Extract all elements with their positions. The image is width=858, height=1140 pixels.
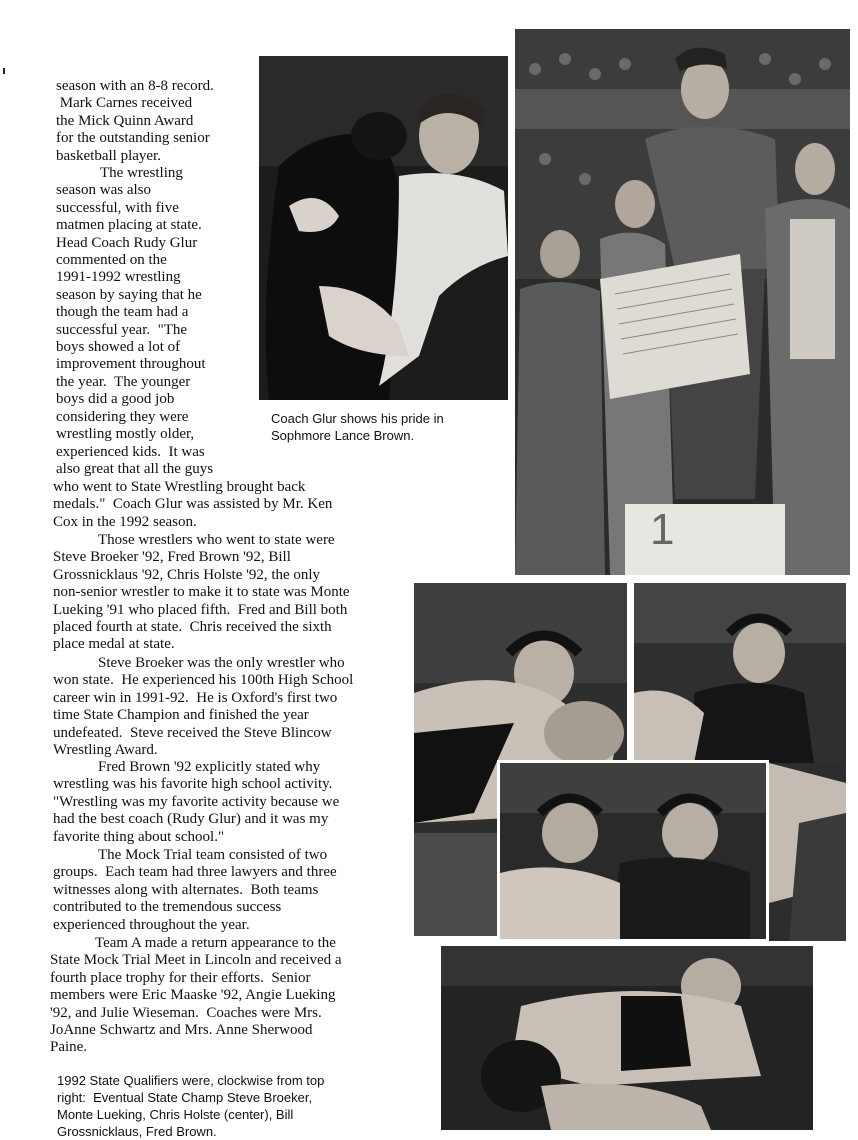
text-line: favorite thing about school." bbox=[53, 828, 225, 845]
text-line: considering they were bbox=[56, 408, 189, 425]
wrestling-paragraph-wide bbox=[53, 479, 332, 531]
caption-line: Grossnicklaus, Fred Brown. bbox=[57, 1124, 217, 1139]
caption-line: right: Eventual State Champ Steve Broeker, bbox=[57, 1090, 313, 1105]
text-line: members were Eric Maaske '92, Angie Lueking bbox=[50, 987, 336, 1004]
text-line: Fred Brown '92 explicitly stated why bbox=[98, 759, 321, 775]
text-line: fourth place trophy for their efforts. Senior bbox=[50, 969, 311, 986]
caption-line: 1992 State Qualifiers were, clockwise from top bbox=[57, 1073, 325, 1088]
text-line: The Mock Trial team consisted of two bbox=[98, 847, 328, 863]
coach-hug-photo bbox=[259, 56, 508, 400]
text-line: Mark Carnes received bbox=[56, 95, 193, 112]
text-line: witnesses along with alternates. Both teams bbox=[53, 881, 319, 898]
text-line: time State Champion and finished the year bbox=[53, 707, 309, 724]
text-line: Lueking '91 who placed fifth. Fred and Bill both bbox=[53, 601, 348, 618]
text-line: the year. The younger bbox=[56, 373, 191, 390]
text-line: wrestling was his favorite high school activity. bbox=[53, 776, 333, 793]
text-line: medals." Coach Glur was assisted by Mr. Ken bbox=[53, 496, 333, 513]
caption-line: Monte Lueking, Chris Holste (center), Bill bbox=[57, 1107, 294, 1122]
text-line: boys showed a lot of bbox=[56, 339, 181, 356]
text-line: career win in 1991-92. He is Oxford's first two bbox=[53, 689, 338, 706]
text-line: who went to State Wrestling brought back bbox=[53, 479, 306, 495]
podium-number: 1 bbox=[650, 505, 675, 554]
text-line: Paine. bbox=[50, 1039, 88, 1056]
intro-paragraph bbox=[56, 78, 214, 165]
text-line: the Mick Quinn Award bbox=[56, 112, 194, 129]
coach-photo-caption bbox=[271, 410, 511, 444]
text-line: had the best coach (Rudy Glur) and it was my bbox=[53, 811, 329, 828]
text-line: for the outstanding senior bbox=[56, 130, 210, 147]
text-line: The wrestling bbox=[100, 165, 183, 181]
text-line: place medal at state. bbox=[53, 636, 175, 653]
text-line: Team A made a return appearance to the bbox=[95, 935, 336, 951]
qualifiers-paragraph bbox=[53, 532, 350, 654]
text-line: groups. Each team had three lawyers and three bbox=[53, 864, 337, 881]
text-line: experienced throughout the year. bbox=[53, 916, 250, 933]
text-line: won state. He experienced his 100th High School bbox=[53, 672, 354, 689]
text-line: though the team had a bbox=[56, 304, 189, 321]
team-a-paragraph bbox=[50, 935, 342, 1057]
caption-line: Coach Glur shows his pride in bbox=[271, 411, 444, 426]
text-line: Wrestling Award. bbox=[53, 742, 158, 759]
caption-line: Sophmore Lance Brown. bbox=[271, 428, 415, 443]
text-line: Grossnicklaus '92, Chris Holste '92, the only bbox=[53, 566, 321, 583]
text-line: Those wrestlers who went to state were bbox=[98, 532, 335, 548]
text-line: matmen placing at state. bbox=[56, 217, 202, 234]
wrestling-photo-bottom bbox=[441, 946, 813, 1130]
text-line: non-senior wrestler to make it to state was Monte bbox=[53, 584, 350, 601]
text-line: successful year. "The bbox=[56, 321, 188, 338]
text-line: wrestling mostly older, bbox=[56, 426, 195, 443]
text-line: basketball player. bbox=[56, 147, 161, 164]
text-line: season by saying that he bbox=[56, 286, 202, 303]
text-line: Head Coach Rudy Glur bbox=[56, 234, 198, 251]
text-line: improvement throughout bbox=[56, 356, 206, 373]
qualifiers-caption bbox=[57, 1072, 387, 1139]
text-line: also great that all the guys bbox=[56, 460, 214, 477]
wrestling-photo-right-strip bbox=[769, 763, 846, 941]
margin-mark bbox=[3, 68, 5, 74]
wrestling-photo-center bbox=[497, 760, 769, 942]
text-line: Cox in the 1992 season. bbox=[53, 513, 197, 530]
wrestling-photo-right bbox=[634, 583, 846, 763]
text-line: placed fourth at state. Chris received the sixth bbox=[53, 619, 332, 636]
text-line: commented on the bbox=[56, 252, 167, 269]
brown-paragraph bbox=[53, 759, 339, 846]
text-line: '92, and Julie Wieseman. Coaches were Mrs. bbox=[50, 1004, 322, 1021]
text-line: Steve Broeker '92, Fred Brown '92, Bill bbox=[53, 549, 291, 566]
podium-photo bbox=[515, 29, 850, 575]
wrestling-paragraph bbox=[56, 165, 213, 478]
broeker-paragraph bbox=[53, 655, 353, 759]
text-line: undefeated. Steve received the Steve Blincow bbox=[53, 724, 332, 741]
text-line: season was also bbox=[56, 182, 151, 199]
text-line: experienced kids. It was bbox=[56, 443, 205, 460]
text-line: 1991-1992 wrestling bbox=[56, 269, 181, 286]
text-line: contributed to the tremendous success bbox=[53, 899, 282, 916]
text-line: Steve Broeker was the only wrestler who bbox=[98, 655, 345, 671]
mock-trial-paragraph bbox=[53, 847, 337, 934]
text-line: successful, with five bbox=[56, 199, 179, 216]
text-line: boys did a good job bbox=[56, 391, 175, 408]
text-line: State Mock Trial Meet in Lincoln and received a bbox=[50, 952, 342, 969]
text-line: season with an 8-8 record. bbox=[56, 78, 214, 94]
text-line: "Wrestling was my favorite activity because we bbox=[53, 793, 340, 810]
text-line: JoAnne Schwartz and Mrs. Anne Sherwood bbox=[50, 1022, 313, 1039]
